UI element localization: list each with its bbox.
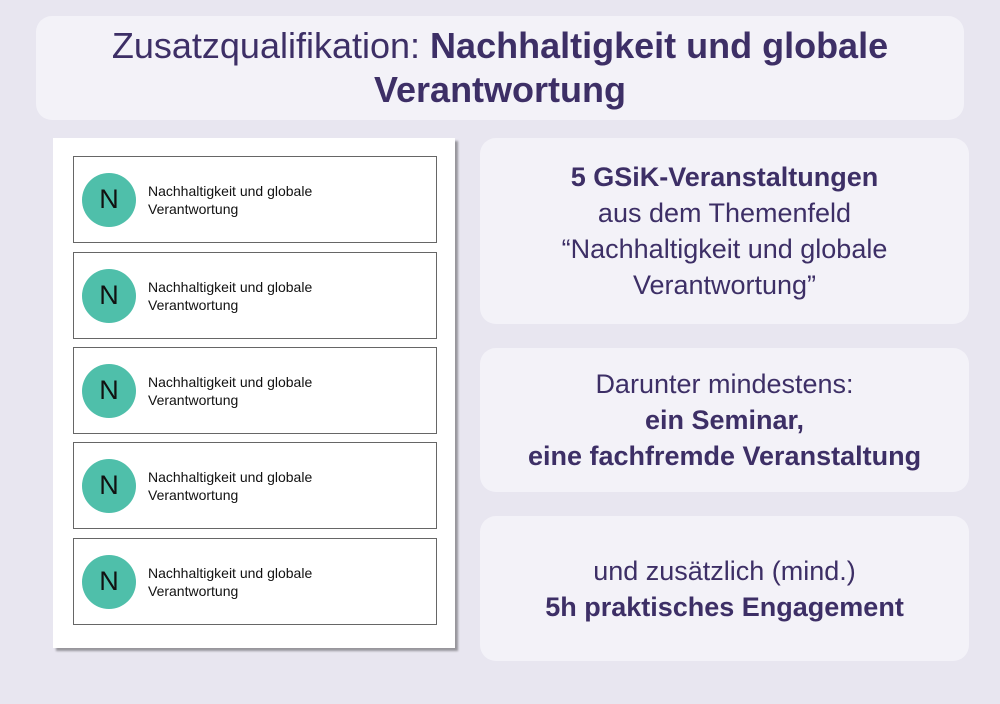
course-label: Nachhaltigkeit und globale Verantwortung bbox=[148, 182, 313, 217]
requirement-external-event: eine fachfremde Veranstaltung bbox=[527, 441, 922, 471]
info-box-events bbox=[480, 138, 969, 324]
info-box-requirements bbox=[480, 348, 969, 492]
info-box-engagement bbox=[480, 516, 969, 661]
engagement-hours: 5h praktisches Engagement bbox=[545, 591, 904, 622]
title-line-2: Verantwortung bbox=[373, 69, 627, 110]
title-line-1 bbox=[112, 24, 888, 68]
course-card bbox=[73, 442, 437, 529]
course-label: Nachhaltigkeit und globale Verantwortung bbox=[148, 564, 313, 599]
course-card bbox=[73, 538, 437, 625]
requirements-intro: Darunter mindestens: bbox=[595, 369, 854, 399]
course-label: Nachhaltigkeit und globale Verantwortung bbox=[148, 468, 313, 503]
engagement-intro: und zusätzlich (mind.) bbox=[593, 555, 856, 586]
events-line-4: Verantwortung” bbox=[632, 270, 817, 300]
events-line-2: aus dem Themenfeld bbox=[597, 198, 852, 228]
course-badge: N bbox=[82, 364, 136, 418]
course-badge: N bbox=[82, 459, 136, 513]
course-badge: N bbox=[82, 269, 136, 323]
course-badge: N bbox=[82, 555, 136, 609]
title-topic: Nachhaltigkeit und globale bbox=[430, 25, 889, 66]
title-prefix: Zusatzqualifikation: bbox=[111, 25, 431, 66]
course-card-sheet bbox=[53, 138, 455, 648]
course-card bbox=[73, 156, 437, 243]
events-count: 5 GSiK-Veranstaltungen bbox=[570, 162, 879, 192]
course-label: Nachhaltigkeit und globale Verantwortung bbox=[148, 278, 313, 313]
course-card bbox=[73, 252, 437, 339]
title-banner bbox=[36, 16, 964, 120]
requirement-seminar: ein Seminar, bbox=[644, 405, 805, 435]
course-label: Nachhaltigkeit und globale Verantwortung bbox=[148, 373, 313, 408]
events-line-3: “Nachhaltigkeit und globale bbox=[561, 234, 888, 264]
course-badge: N bbox=[82, 173, 136, 227]
course-card bbox=[73, 347, 437, 434]
